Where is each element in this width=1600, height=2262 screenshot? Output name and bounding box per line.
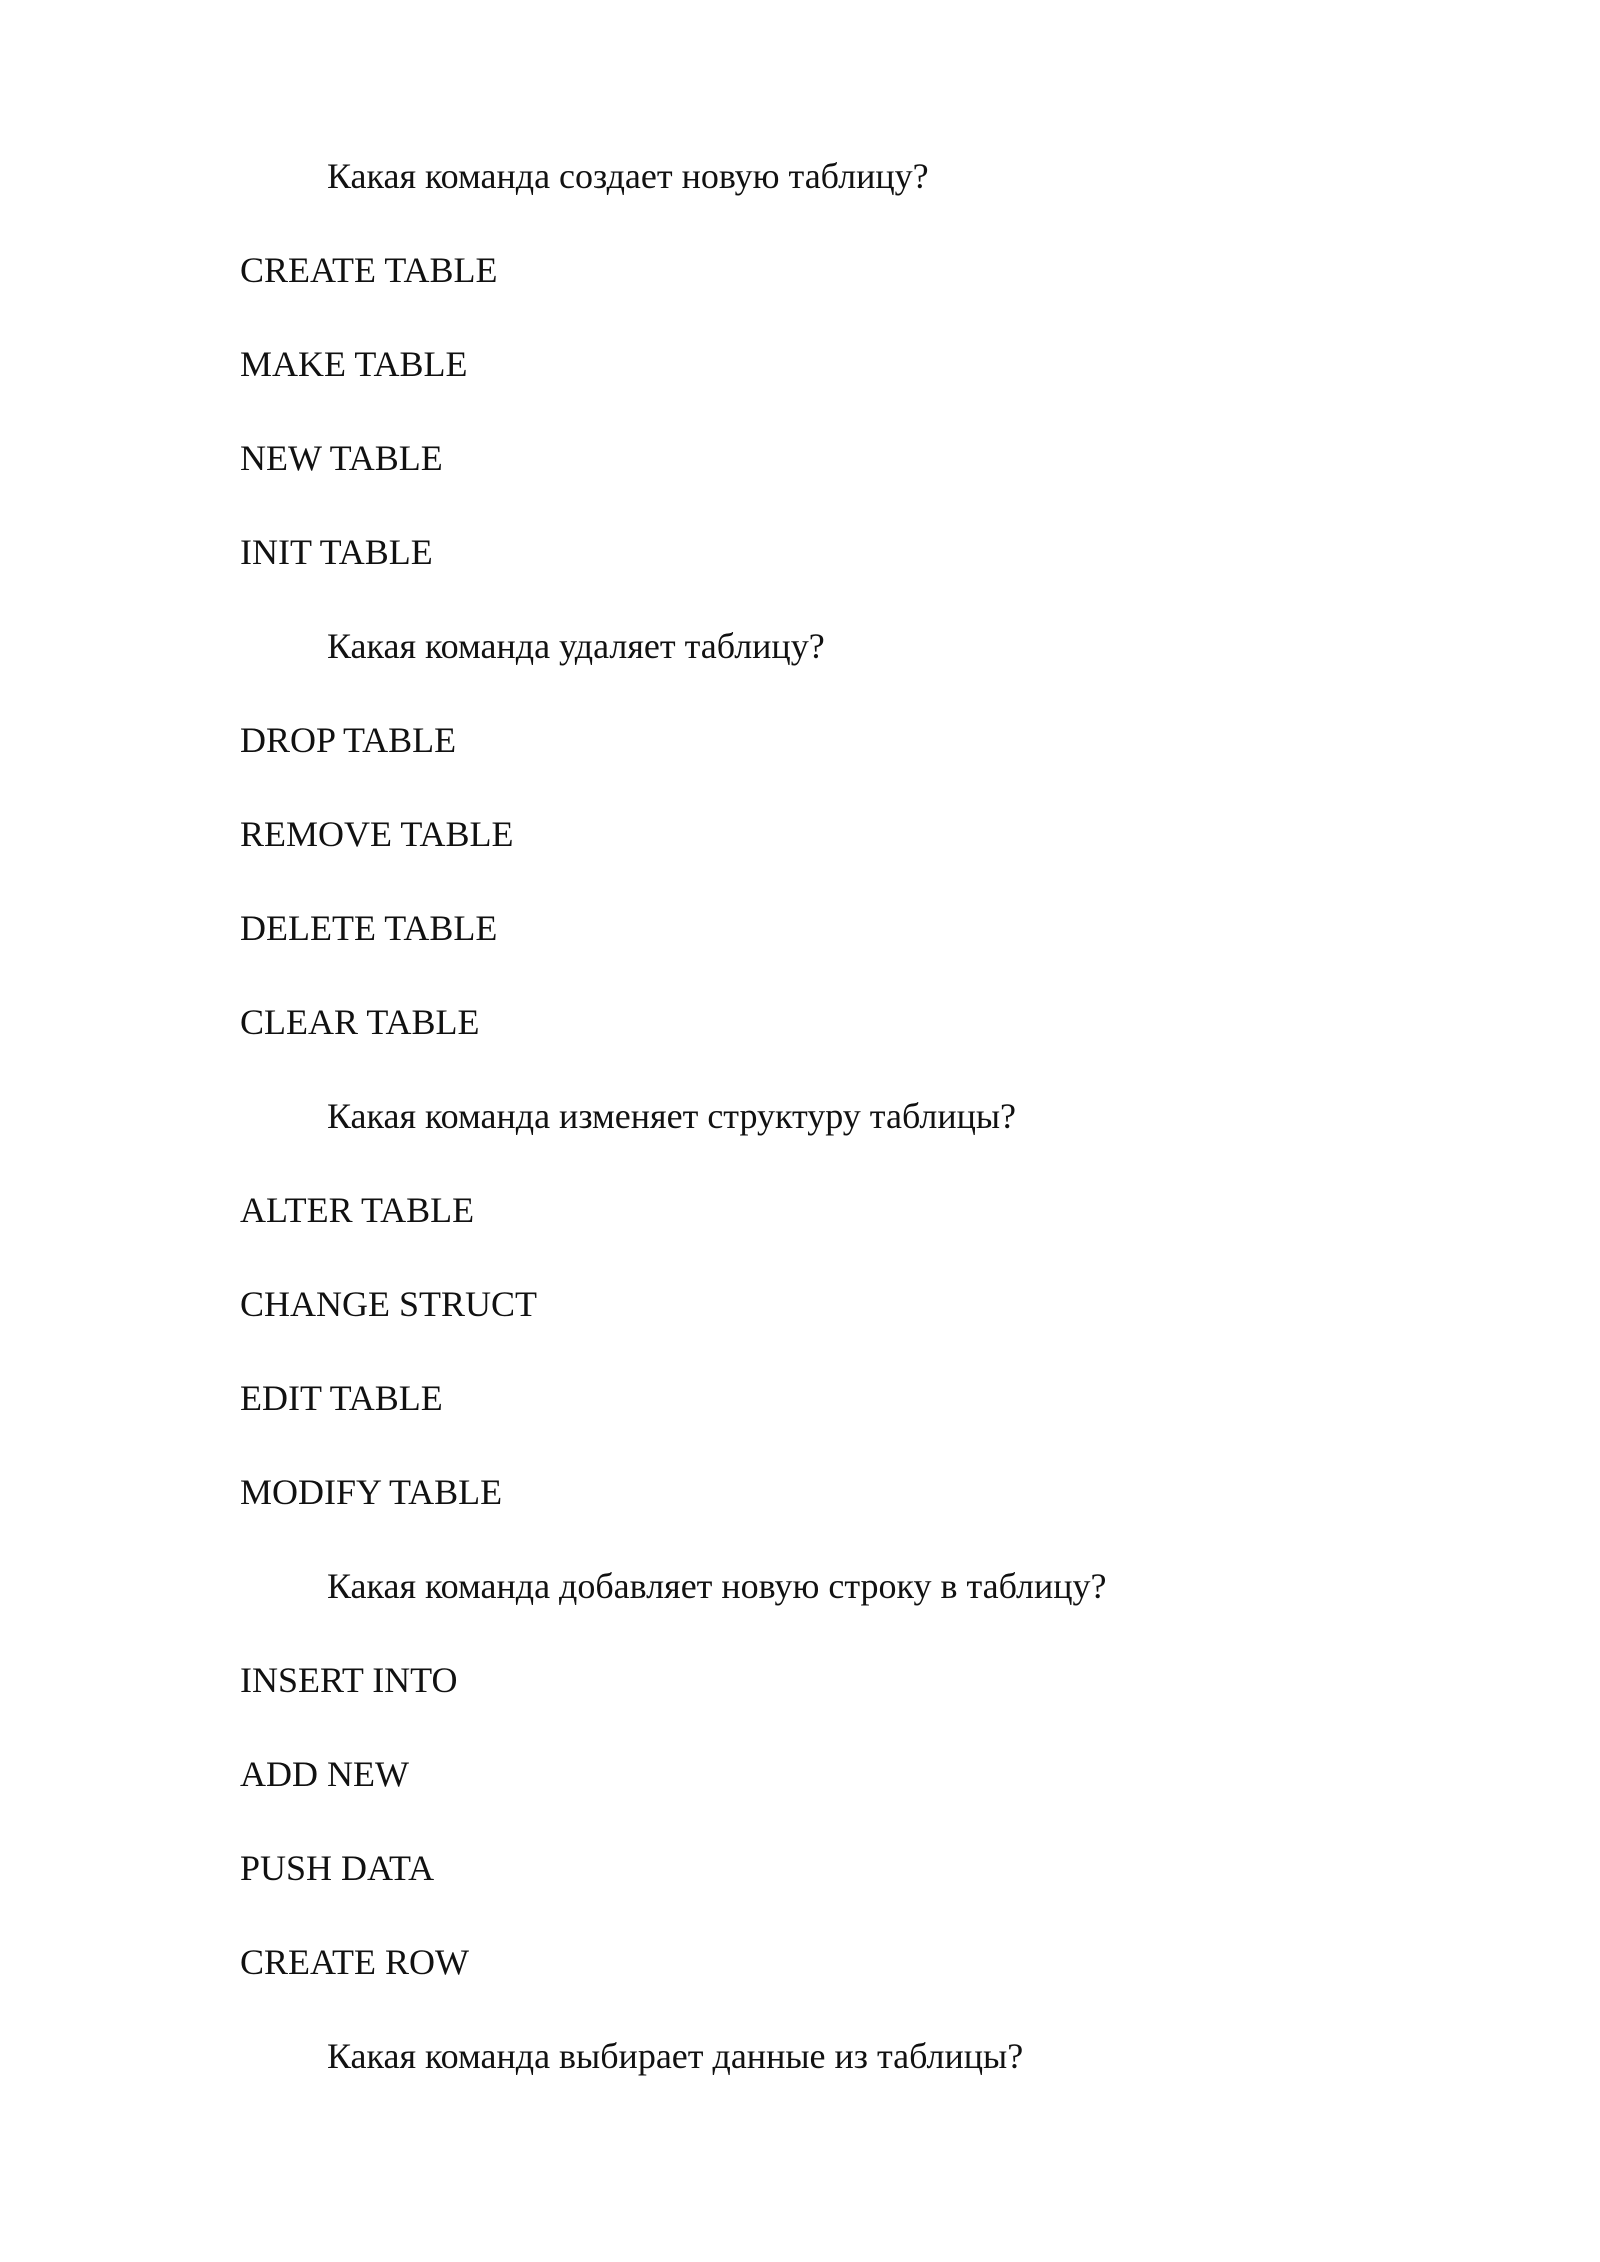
answer-option: MODIFY TABLE — [240, 1472, 503, 1512]
answer-option: MAKE TABLE — [240, 344, 468, 384]
answer-option: CREATE ROW — [240, 1942, 469, 1982]
question-text: Какая команда добавляет новую строку в таблицу? — [327, 1566, 1107, 1606]
question-text: Какая команда создает новую таблицу? — [327, 156, 929, 196]
answer-option: PUSH DATA — [240, 1848, 435, 1888]
answer-option: EDIT TABLE — [240, 1378, 443, 1418]
question-text: Какая команда изменяет структуру таблицы? — [327, 1096, 1017, 1136]
question-text: Какая команда удаляет таблицу? — [327, 626, 825, 666]
answer-option: REMOVE TABLE — [240, 814, 514, 854]
question-text: Какая команда выбирает данные из таблицы? — [327, 2036, 1024, 2076]
answer-option: NEW TABLE — [240, 438, 443, 478]
answer-option: ADD NEW — [240, 1754, 409, 1794]
answer-option: INSERT INTO — [240, 1660, 458, 1700]
answer-option: DROP TABLE — [240, 720, 457, 760]
answer-option: INIT TABLE — [240, 532, 433, 572]
answer-option: CLEAR TABLE — [240, 1002, 480, 1042]
answer-option: DELETE TABLE — [240, 908, 498, 948]
answer-option: CHANGE STRUCT — [240, 1284, 538, 1324]
answer-option: CREATE TABLE — [240, 250, 498, 290]
answer-option: ALTER TABLE — [240, 1190, 475, 1230]
